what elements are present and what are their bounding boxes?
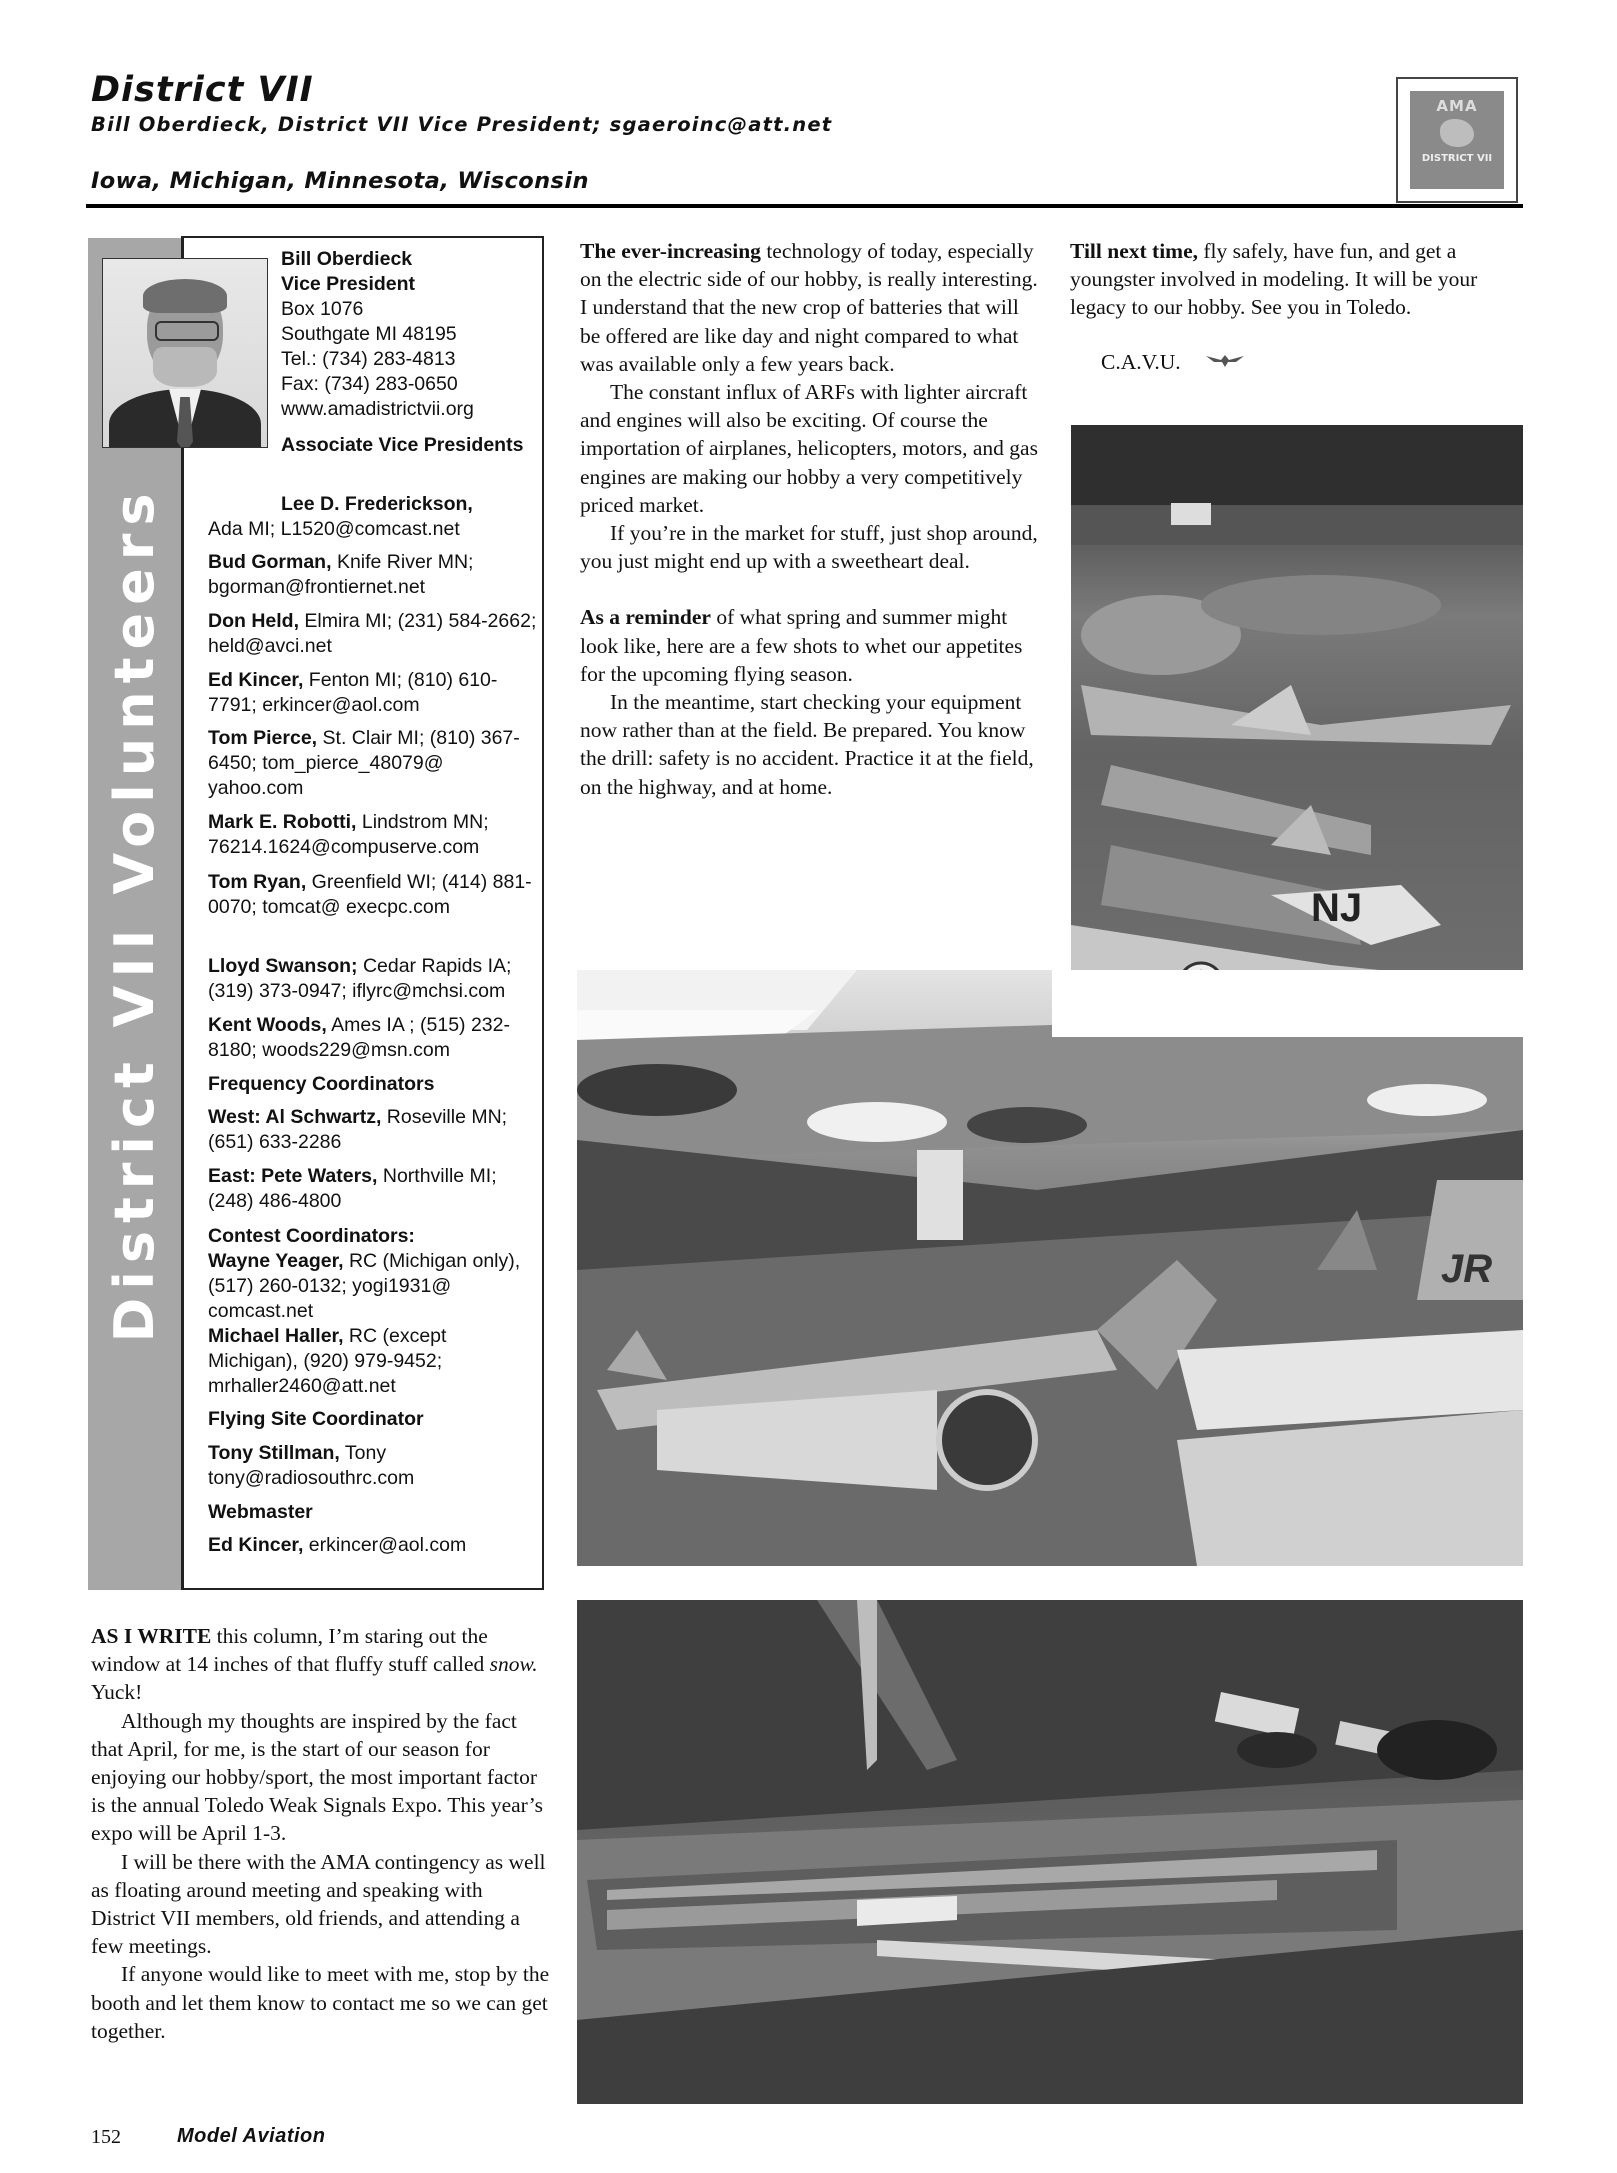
header-rule bbox=[86, 204, 1523, 208]
lead-in: Till next time, bbox=[1070, 239, 1198, 263]
paragraph: In the meantime, start checking your equipment now rather than at the field. Be prepared. You know the drill: safety is no accident. Practice it at the field, on the highway, and at home. bbox=[580, 690, 1034, 799]
webmaster-heading: Webmaster bbox=[208, 1501, 313, 1523]
list-item bbox=[208, 1249, 538, 1324]
paragraph: The constant influx of ARFs with lighter aircraft and engines will also be exciting. Of course the importation of airplanes, helicopters, motors, and gas engines are making our hobby a very competitively priced market. bbox=[580, 380, 1038, 517]
photo-2-tail-label: JR bbox=[1441, 1247, 1493, 1291]
photo-crowd-and-planes bbox=[577, 970, 1523, 1566]
vice-president-contact bbox=[281, 247, 541, 422]
vice-president-photo bbox=[102, 258, 268, 448]
photo-aerial-field bbox=[577, 1600, 1523, 2104]
list-item bbox=[208, 668, 538, 718]
volunteer-name: Bud Gorman, bbox=[208, 551, 332, 573]
list-item bbox=[208, 810, 538, 860]
volunteer-detail: Lindstrom MN; 76214.1624@compuserve.com bbox=[208, 811, 489, 858]
flying-site-heading: Flying Site Coordinator bbox=[208, 1408, 424, 1430]
volunteer-name: Kent Woods, bbox=[208, 1014, 327, 1036]
volunteer-detail: Ada MI; L1520@comcast.net bbox=[208, 518, 460, 540]
volunteer-name: Michael Haller, bbox=[208, 1325, 344, 1347]
avp-heading: Associate Vice Presidents bbox=[281, 434, 524, 456]
section-subtitle: Bill Oberdieck, District VII Vice President; sgaeroinc@att.net bbox=[91, 113, 833, 136]
list-item bbox=[208, 870, 538, 920]
paragraph: If anyone would like to meet with me, stop by the booth and let them know to contact me so we can get together. bbox=[91, 1962, 550, 2043]
vp-address-1: Box 1076 bbox=[281, 298, 364, 320]
list-item bbox=[208, 1441, 538, 1491]
vp-name: Bill Oberdieck bbox=[281, 248, 413, 270]
list-item bbox=[208, 1533, 538, 1558]
lead-in: AS I WRITE bbox=[91, 1624, 212, 1648]
volunteer-name: East: Pete Waters, bbox=[208, 1165, 378, 1187]
volunteer-name: Wayne Yeager, bbox=[208, 1250, 344, 1272]
volunteer-name: Ed Kincer, bbox=[208, 669, 304, 691]
vp-tel: Tel.: (734) 283-4813 bbox=[281, 348, 456, 370]
article-column-left bbox=[91, 1622, 551, 2045]
page-number: 152 bbox=[91, 2126, 121, 2148]
list-item bbox=[281, 492, 541, 517]
photo-parked-planes bbox=[1071, 425, 1523, 1022]
emphasis: snow. bbox=[489, 1652, 538, 1677]
frequency-heading: Frequency Coordinators bbox=[208, 1073, 435, 1095]
list-item bbox=[208, 1105, 538, 1155]
paragraph: If you’re in the market for stuff, just shop around, you just might end up with a sweetheart deal. bbox=[580, 521, 1038, 574]
sign-off: C.A.V.U. bbox=[1101, 350, 1181, 374]
volunteer-detail: RC (Michigan only), (517) 260-0132; yogi1931@ comcast.net bbox=[208, 1250, 521, 1322]
paragraph: fly safely, have fun, and get a youngster involved in modeling. It will be your legacy to our hobby. See you in Toledo. bbox=[1070, 239, 1478, 320]
article-column-middle bbox=[580, 237, 1040, 801]
vp-website[interactable]: www.amadistrictvii.org bbox=[281, 398, 474, 420]
district-states: Iowa, Michigan, Minnesota, Wisconsin bbox=[91, 168, 589, 194]
paragraph: Although my thoughts are inspired by the fact that April, for me, is the start of our season for enjoying our hobby/sport, the most important factor is the annual Toledo Weak Signals Expo. This year’s expo will be April 1-3. bbox=[91, 1708, 543, 1846]
volunteer-detail: Elmira MI; (231) 584-2662; held@avci.net bbox=[208, 610, 537, 657]
photo-2-notch bbox=[1052, 970, 1523, 1037]
volunteer-name: Lloyd Swanson; bbox=[208, 955, 358, 977]
list-item bbox=[208, 954, 538, 1004]
district-logo bbox=[1396, 77, 1518, 203]
volunteer-detail: Fenton MI; (810) 610-7791; erkincer@aol.com bbox=[208, 669, 498, 716]
paragraph: technology of today, especially on the electric side of our hobby, is really interesting. I understand that the new crop of batteries that will be offered are like day and night compared to what was available only a few years back. bbox=[580, 239, 1038, 376]
volunteer-name: Ed Kincer, bbox=[208, 1534, 304, 1556]
volunteer-detail: Greenfield WI; (414) 881-0070; tomcat@ execpc.com bbox=[208, 871, 532, 918]
photo-1-plane-code: NJ bbox=[1311, 886, 1363, 930]
lead-in: The ever-increasing bbox=[580, 239, 761, 263]
vp-fax: Fax: (734) 283-0650 bbox=[281, 373, 458, 395]
vp-role: Vice President bbox=[281, 273, 416, 295]
contest-heading: Contest Coordinators: bbox=[208, 1225, 415, 1247]
vp-address-2: Southgate MI 48195 bbox=[281, 323, 457, 345]
list-item bbox=[208, 1324, 538, 1399]
volunteer-detail: St. Clair MI; (810) 367-6450; tom_pierce_48079@ yahoo.com bbox=[208, 727, 520, 799]
list-item bbox=[208, 550, 538, 600]
volunteer-detail: Cedar Rapids IA; (319) 373-0947; iflyrc@mchsi.com bbox=[208, 955, 512, 1002]
list-item bbox=[208, 1164, 538, 1214]
logo-map-shape bbox=[1440, 119, 1474, 147]
list-item bbox=[208, 1013, 538, 1063]
volunteer-name: Mark E. Robotti, bbox=[208, 811, 357, 833]
volunteer-detail: Tony tony@radiosouthrc.com bbox=[208, 1442, 415, 1489]
paragraph: this column, I’m staring out the window at 14 inches of that fluffy stuff called bbox=[91, 1624, 490, 1677]
volunteer-name: Tony Stillman, bbox=[208, 1442, 340, 1464]
logo-top-text: AMA bbox=[1436, 97, 1478, 115]
volunteers-band-title: District VII Volunteers bbox=[103, 485, 166, 1343]
volunteer-detail: Northville MI; (248) 486-4800 bbox=[208, 1165, 497, 1212]
ama-district-vii-logo-icon bbox=[1410, 91, 1504, 189]
volunteer-detail: RC (except Michigan), (920) 979-9452; mrhaller2460@att.net bbox=[208, 1325, 447, 1397]
paragraph: Yuck! bbox=[91, 1680, 143, 1705]
logo-bottom-text: DISTRICT VII bbox=[1421, 153, 1493, 164]
volunteer-detail: Roseville MN; (651) 633-2286 bbox=[208, 1106, 508, 1153]
list-item bbox=[208, 609, 538, 659]
list-item bbox=[208, 726, 538, 801]
paragraph: of what spring and summer might look like, here are a few shots to whet our appetites for the upcoming flying season. bbox=[580, 605, 1023, 686]
volunteer-name: West: Al Schwartz, bbox=[208, 1106, 382, 1128]
volunteer-name: Don Held, bbox=[208, 610, 299, 632]
section-title: District VII bbox=[91, 70, 314, 110]
volunteer-detail: Ames IA ; (515) 232-8180; woods229@msn.com bbox=[208, 1014, 510, 1061]
list-item bbox=[208, 517, 538, 542]
lead-in: As a reminder bbox=[580, 605, 711, 630]
article-column-right bbox=[1070, 237, 1520, 322]
volunteer-detail: erkincer@aol.com bbox=[308, 1534, 467, 1556]
volunteer-name: Lee D. Frederickson, bbox=[281, 493, 473, 515]
paragraph: I will be there with the AMA contingency as well as floating around meeting and speaking with District VII members, old friends, and attending a few meetings. bbox=[91, 1849, 546, 1959]
magazine-title: Model Aviation bbox=[177, 2125, 326, 2147]
volunteer-detail: Knife River MN; bgorman@frontiernet.net bbox=[208, 551, 474, 598]
volunteer-name: Tom Pierce, bbox=[208, 727, 318, 749]
volunteer-name: Tom Ryan, bbox=[208, 871, 307, 893]
ama-wings-icon bbox=[1206, 353, 1244, 369]
